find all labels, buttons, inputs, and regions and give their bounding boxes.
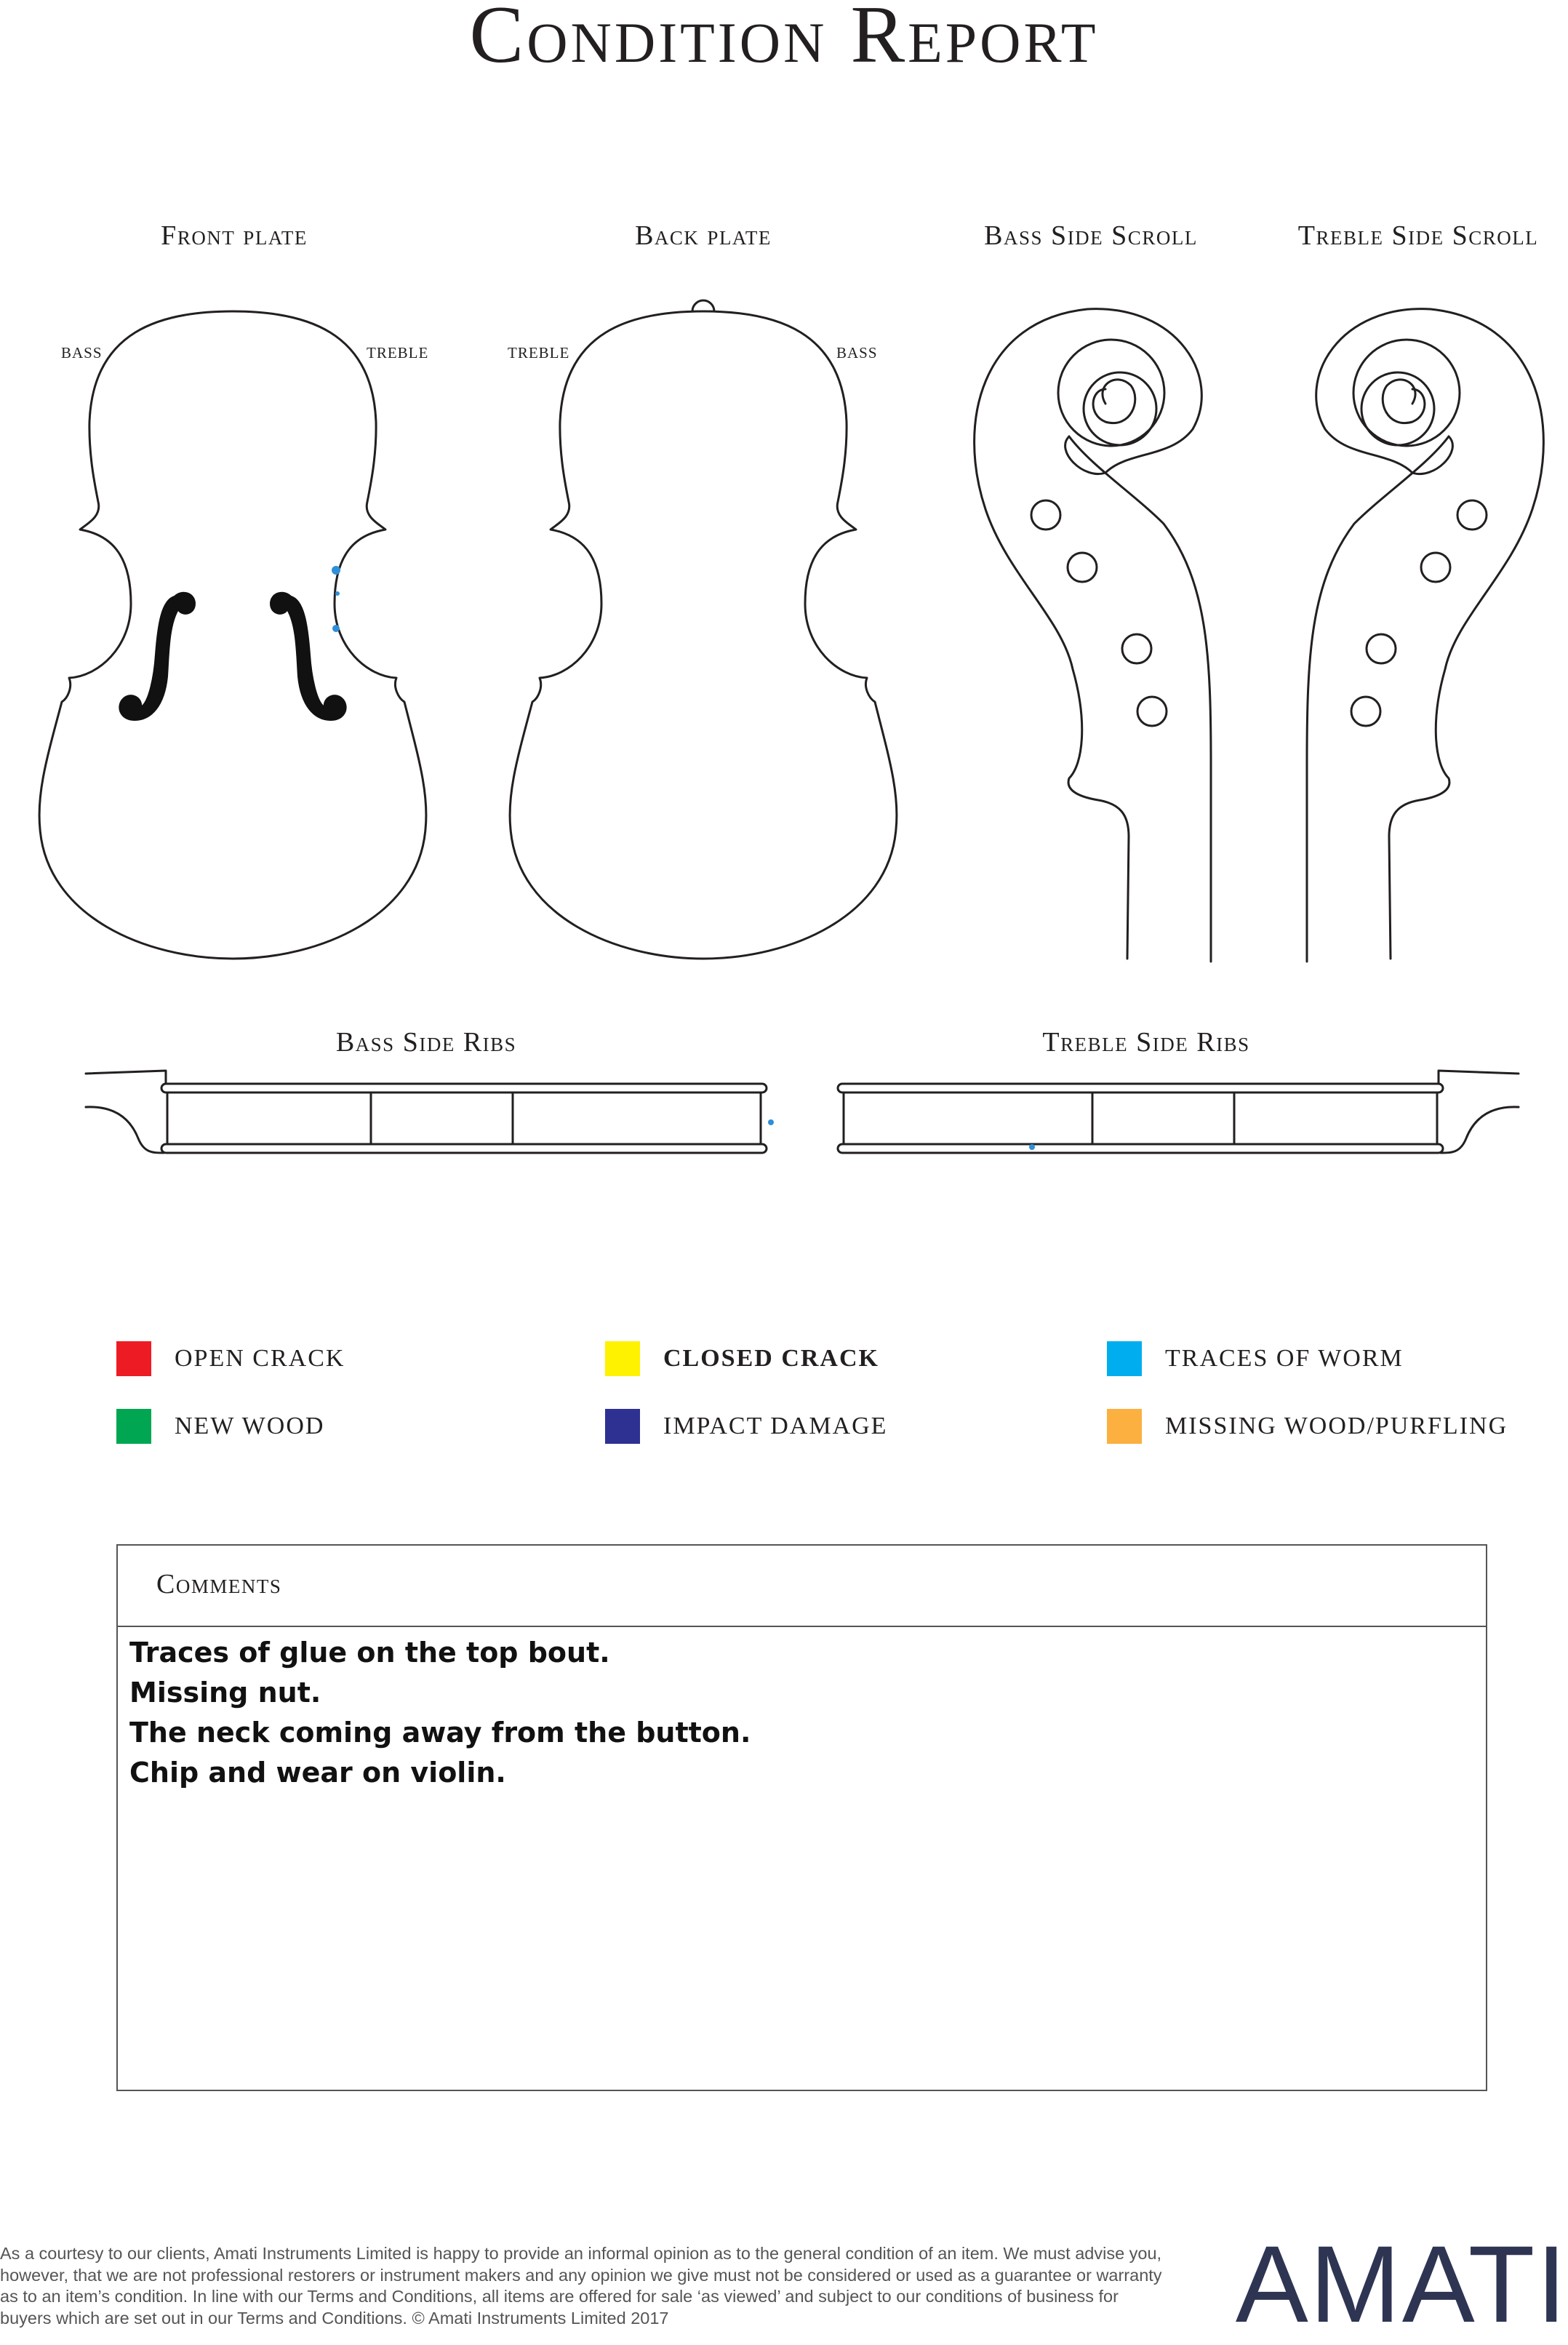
swatch-new-wood — [116, 1409, 151, 1444]
swatch-closed-crack — [605, 1341, 640, 1376]
swatch-impact-damage — [605, 1409, 640, 1444]
comments-body — [118, 1627, 1486, 1793]
front-bass-label: BASS — [61, 344, 103, 361]
legend-item-impact-damage — [605, 1409, 887, 1444]
legend-item-new-wood — [116, 1409, 324, 1444]
damage-marker — [1029, 1144, 1035, 1150]
comment-line: Missing nut. — [129, 1677, 321, 1709]
label-back-plate: Back plate — [635, 220, 772, 251]
legend-label: CLOSED CRACK — [663, 1345, 879, 1372]
label-treble-side-scroll: Treble Side Scroll — [1297, 220, 1539, 251]
legend-label: NEW WOOD — [175, 1413, 325, 1439]
legend-item-traces-of-worm — [1107, 1341, 1404, 1376]
swatch-missing-wood — [1107, 1409, 1142, 1444]
label-bass-side-scroll: Bass Side Scroll — [984, 220, 1198, 251]
damage-marker — [332, 566, 340, 575]
amati-logo: AMATI — [1235, 2223, 1568, 2345]
comments-heading: Comments — [156, 1569, 282, 1599]
swatch-traces-of-worm — [1107, 1341, 1142, 1376]
front-plate-outline — [39, 311, 429, 959]
bass-side-scroll-outline — [975, 309, 1211, 962]
legend-label: IMPACT DAMAGE — [663, 1413, 888, 1439]
treble-side-ribs-outline — [838, 1071, 1519, 1153]
damage-marker — [332, 625, 340, 632]
comments-box — [116, 1544, 1487, 2091]
back-bass-label: BASS — [836, 344, 878, 361]
back-treble-label: TREBLE — [508, 344, 570, 361]
comment-line: Chip and wear on violin. — [129, 1757, 506, 1789]
damage-markers — [332, 566, 1035, 1150]
treble-side-scroll-outline — [1307, 309, 1543, 962]
comment-line: The neck coming away from the button. — [129, 1717, 751, 1749]
legend-item-closed-crack — [605, 1341, 879, 1376]
f-holes — [119, 593, 345, 720]
legend-item-open-crack — [116, 1341, 345, 1376]
label-treble-side-ribs: Treble Side Ribs — [1042, 1027, 1250, 1058]
swatch-open-crack — [116, 1341, 151, 1376]
damage-marker — [768, 1119, 774, 1125]
legend-label: TRACES OF WORM — [1165, 1345, 1404, 1372]
legend-label: OPEN CRACK — [175, 1345, 345, 1372]
front-treble-label: TREBLE — [367, 344, 429, 361]
damage-marker — [335, 591, 340, 596]
label-front-plate: Front plate — [161, 220, 308, 251]
comment-line: Traces of glue on the top bout. — [129, 1637, 610, 1669]
label-bass-side-ribs: Bass Side Ribs — [335, 1027, 517, 1058]
page-title: Condition Report — [469, 0, 1099, 80]
back-plate-outline — [510, 300, 897, 959]
bass-side-ribs-outline — [86, 1071, 767, 1153]
legend-label: MISSING WOOD/PURFLING — [1165, 1413, 1508, 1439]
legend-item-missing-wood — [1107, 1409, 1508, 1444]
disclaimer-text: As a courtesy to our clients, Amati Instruments Limited is happy to provide an informal opinion as to the general condition of an item. We must advise you, however, that we are not professional restorers or instrument makers and any opinion we give must not be considered or used as a guarantee or warranty as to an item’s condition. In line with our Terms and Conditions, all items are offered for sale ‘as viewed’ and subject to our conditions of business for buyers which are set out in our Terms and Conditions. © Amati Instruments Limited 2017 — [0, 2244, 1162, 2328]
button-outline — [692, 300, 714, 311]
comments-header — [118, 1546, 1486, 1627]
